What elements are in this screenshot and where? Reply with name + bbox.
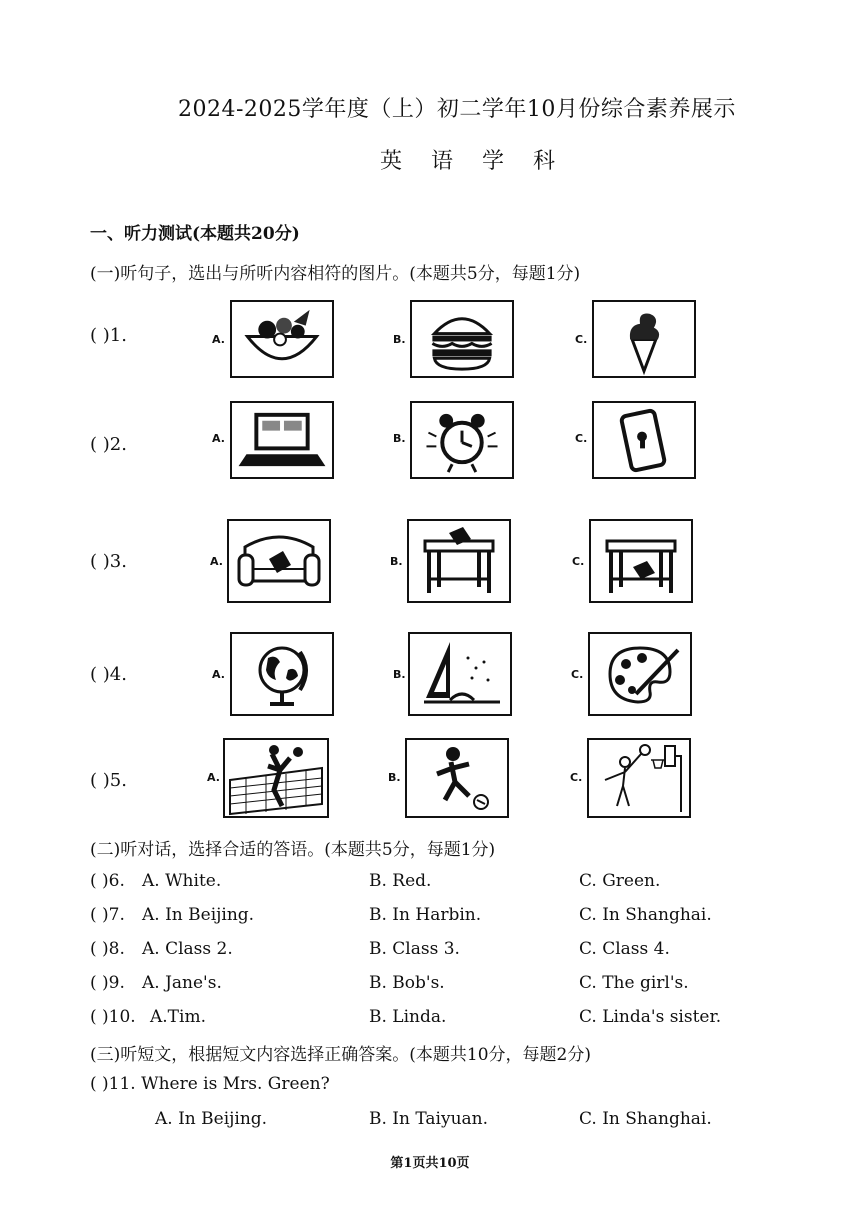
q3-option-a-label: A. bbox=[210, 555, 223, 568]
q3-option-b-image[interactable] bbox=[407, 519, 511, 603]
q1-option-c-image[interactable] bbox=[592, 300, 696, 378]
q7-option-b[interactable]: B. In Harbin. bbox=[369, 905, 482, 925]
q9-option-c[interactable]: C. The girl's. bbox=[579, 973, 689, 993]
q10-option-a[interactable]: A.Tim. bbox=[150, 1007, 206, 1027]
soccer-icon bbox=[407, 740, 507, 816]
q9-option-b[interactable]: B. Bob's. bbox=[369, 973, 445, 993]
q3-option-c-image[interactable] bbox=[589, 519, 693, 603]
q2-option-b-label: B. bbox=[393, 432, 406, 445]
section-heading: 一、听力测试(本题共20分) bbox=[90, 224, 300, 244]
q6-option-a[interactable]: A. White. bbox=[142, 871, 222, 891]
page-number: 第1页共10页 bbox=[390, 1156, 470, 1171]
subject-title: 英 语 学 科 bbox=[380, 149, 566, 174]
q5-option-c-image[interactable] bbox=[587, 738, 691, 818]
q3-option-b-label: B. bbox=[390, 555, 403, 568]
q11-option-b[interactable]: B. In Taiyuan. bbox=[369, 1109, 488, 1129]
question-11-stem: ( )11. Where is Mrs. Green? bbox=[90, 1074, 330, 1094]
q1-option-a-image[interactable] bbox=[230, 300, 334, 378]
part2-instruction: (二)听对话，选择合适的答语。(本题共5分，每题1分) bbox=[90, 840, 496, 860]
q10-option-b[interactable]: B. Linda. bbox=[369, 1007, 447, 1027]
question-6-row bbox=[90, 871, 790, 895]
q4-option-c-label: C. bbox=[571, 668, 584, 681]
q7-option-a[interactable]: A. In Beijing. bbox=[142, 905, 255, 925]
q4-option-a-image[interactable] bbox=[230, 632, 334, 716]
q5-option-b-label: B. bbox=[388, 771, 401, 784]
q5-option-a-image[interactable] bbox=[223, 738, 329, 818]
q10-option-c[interactable]: C. Linda's sister. bbox=[579, 1007, 722, 1027]
q3-option-c-label: C. bbox=[572, 555, 585, 568]
question-6-number: ( )6. bbox=[90, 871, 125, 891]
part1-instruction: (一)听句子，选出与所听内容相符的图片。(本题共5分，每题1分) bbox=[90, 264, 581, 284]
q11-option-a[interactable]: A. In Beijing. bbox=[155, 1109, 268, 1129]
q9-option-a[interactable]: A. Jane's. bbox=[142, 973, 222, 993]
question-3-number: ( )3. bbox=[90, 551, 127, 572]
q3-option-a-image[interactable] bbox=[227, 519, 331, 603]
question-4-number: ( )4. bbox=[90, 664, 127, 685]
q1-option-c-label: C. bbox=[575, 333, 588, 346]
q2-option-a-image[interactable] bbox=[230, 401, 334, 479]
table-book-on-icon bbox=[409, 521, 509, 601]
q5-option-b-image[interactable] bbox=[405, 738, 509, 818]
table-book-under-icon bbox=[591, 521, 691, 601]
part3-instruction: (三)听短文，根据短文内容选择正确答案。(本题共10分，每题2分) bbox=[90, 1045, 591, 1065]
q1-option-b-label: B. bbox=[393, 333, 406, 346]
q4-option-c-image[interactable] bbox=[588, 632, 692, 716]
salad-bowl-icon bbox=[232, 302, 332, 376]
q4-option-a-label: A. bbox=[212, 668, 225, 681]
basketball-icon bbox=[589, 740, 689, 816]
question-9-row bbox=[90, 973, 790, 997]
q8-option-c[interactable]: C. Class 4. bbox=[579, 939, 670, 959]
q2-option-a-label: A. bbox=[212, 432, 225, 445]
question-8-number: ( )8. bbox=[90, 939, 125, 959]
q1-option-b-image[interactable] bbox=[410, 300, 514, 378]
phone-icon bbox=[594, 403, 694, 477]
q6-option-b[interactable]: B. Red. bbox=[369, 871, 432, 891]
ruler-triangle-icon bbox=[410, 634, 510, 714]
hamburger-icon bbox=[412, 302, 512, 376]
globe-icon bbox=[232, 634, 332, 714]
question-10-number: ( )10. bbox=[90, 1007, 136, 1027]
q6-option-c[interactable]: C. Green. bbox=[579, 871, 661, 891]
question-1-number: ( )1. bbox=[90, 325, 127, 346]
question-7-number: ( )7. bbox=[90, 905, 125, 925]
q7-option-c[interactable]: C. In Shanghai. bbox=[579, 905, 712, 925]
q8-option-a[interactable]: A. Class 2. bbox=[142, 939, 233, 959]
q4-option-b-image[interactable] bbox=[408, 632, 512, 716]
question-7-row bbox=[90, 905, 790, 929]
q8-option-b[interactable]: B. Class 3. bbox=[369, 939, 460, 959]
sofa-icon bbox=[229, 521, 329, 601]
q5-option-c-label: C. bbox=[570, 771, 583, 784]
question-10-row bbox=[90, 1007, 790, 1031]
q1-option-a-label: A. bbox=[212, 333, 225, 346]
q5-option-a-label: A. bbox=[207, 771, 220, 784]
q2-option-c-image[interactable] bbox=[592, 401, 696, 479]
question-2-number: ( )2. bbox=[90, 434, 127, 455]
alarm-clock-icon bbox=[412, 403, 512, 477]
question-9-number: ( )9. bbox=[90, 973, 125, 993]
q4-option-b-label: B. bbox=[393, 668, 406, 681]
question-8-row bbox=[90, 939, 790, 963]
q2-option-b-image[interactable] bbox=[410, 401, 514, 479]
exam-title: 2024-2025学年度（上）初二学年10月份综合素养展示 bbox=[178, 97, 736, 122]
question-11-options bbox=[90, 1109, 790, 1133]
volleyball-icon bbox=[225, 740, 327, 816]
laptop-icon bbox=[232, 403, 332, 477]
ice-cream-icon bbox=[594, 302, 694, 376]
question-5-number: ( )5. bbox=[90, 770, 127, 791]
palette-icon bbox=[590, 634, 690, 714]
q2-option-c-label: C. bbox=[575, 432, 588, 445]
q11-option-c[interactable]: C. In Shanghai. bbox=[579, 1109, 712, 1129]
